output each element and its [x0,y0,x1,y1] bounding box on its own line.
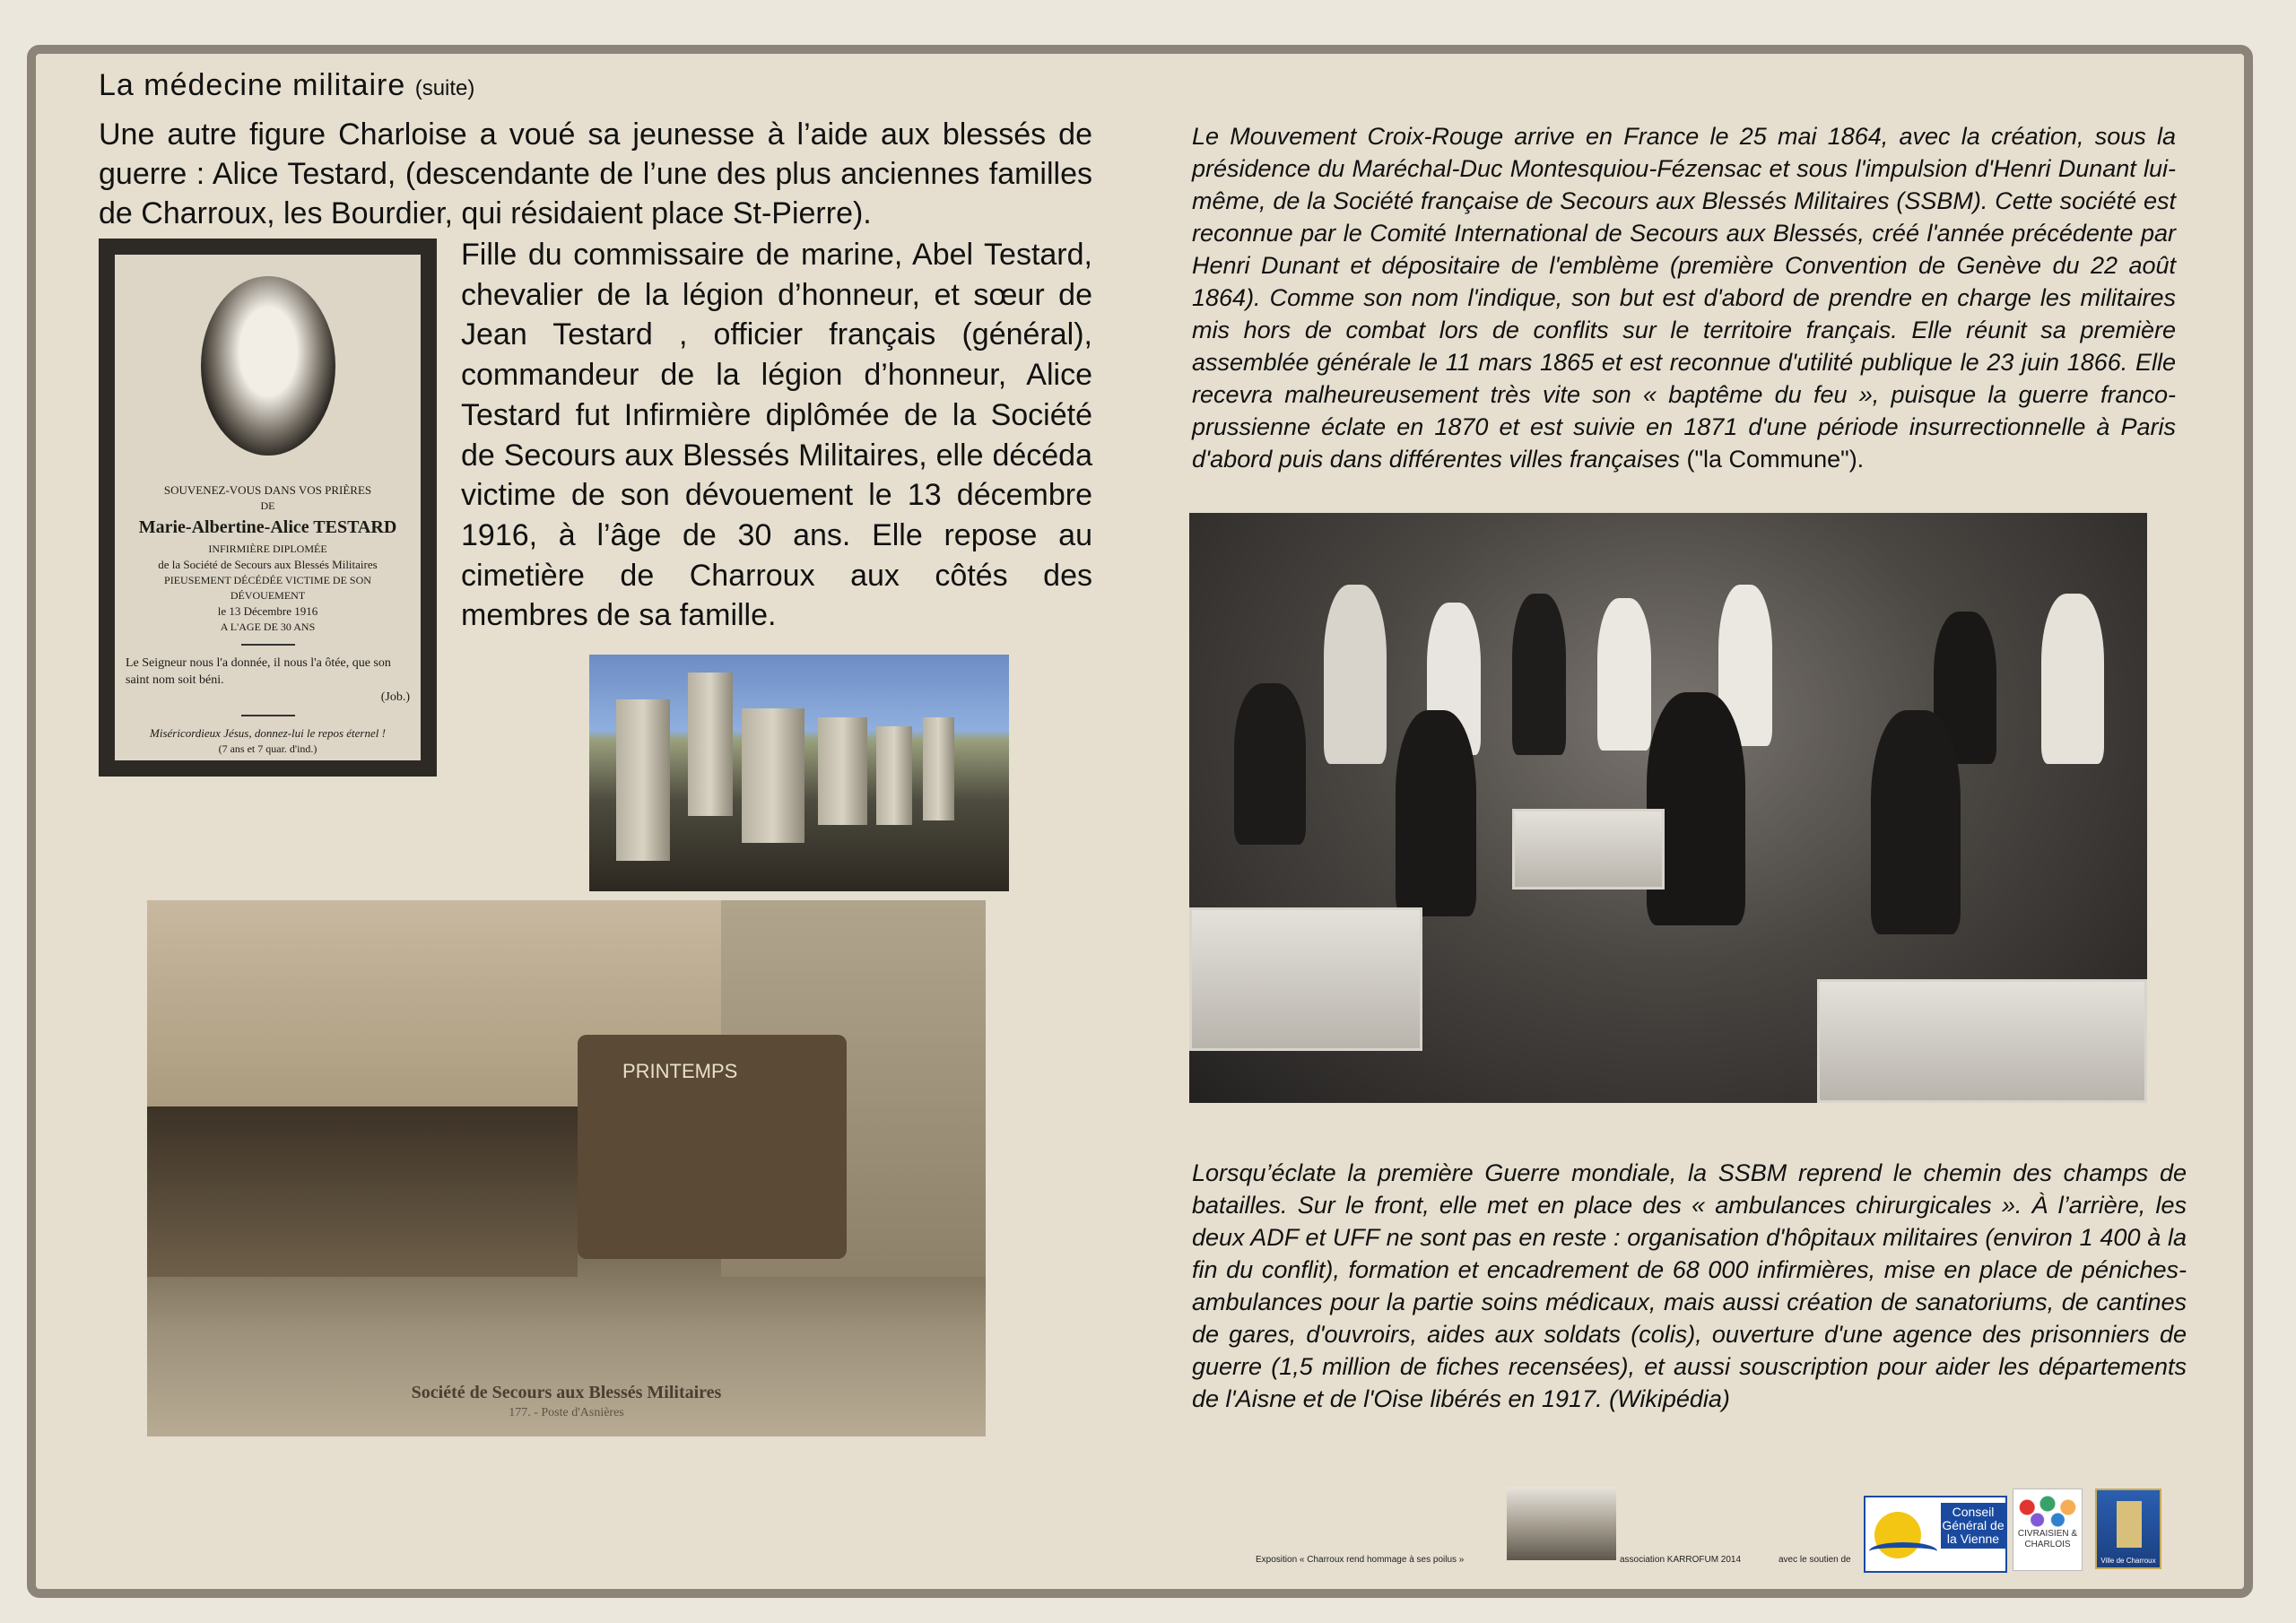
conseil-general-logo [1864,1496,2007,1573]
card-quote [126,655,410,706]
hospital-ward-photo [1189,513,2147,1103]
figure-shape [2041,594,2104,764]
bed-shape [1189,907,1422,1051]
tomb-shape [818,717,867,825]
card-divider [241,644,295,646]
tomb-shape [616,699,670,861]
cemetery-photo [589,655,1009,891]
tower-icon [2117,1501,2142,1548]
memorial-card-image [99,239,437,777]
card-line-5: PIEUSEMENT DÉCÉDÉE VICTIME DE SON DÉVOUEMENT [164,574,371,602]
card-line-3: INFIRMIÈRE DIPLOMÉE [208,542,327,555]
footer-association: association KARROFUM 2014 [1620,1555,1742,1565]
card-line-2: DE [260,499,275,512]
title-suite: (suite) [414,76,475,100]
card-quote-text: Le Seigneur nous l'a donnée, il nous l'a ôtée, que son saint nom soit béni. [126,656,391,687]
portrait-photo [201,276,335,456]
ville-charroux-label: Ville de Charroux [2100,1557,2156,1565]
card-line-6: le 13 Décembre 1916 [217,604,318,618]
ww1-paragraph: Lorsqu’éclate la première Guerre mondiale, la SSBM reprend le chemin des champs de batailles. Sur le front, elle met en place des « ambulances chirurgicales ». À l’arrière, les deux ADF et UFF ne sont pas en reste : organisation d'hôpitaux militaires (environ 1 400 à la fin du conflit), formation et encadrement de 68 000 infirmières, mise en place de péniches-ambulances pour la partie soins médicaux, mais aussi création de sanatoriums, de cantines de gares, d'ouvroirs, aides aux soldats (colis), ouverture d'une agence des prisonniers de guerre (1,5 million de fiches recensées), et aussi souscription pour aider les départements de l'Aisne et de l'Oise libérés en 1917. (Wikipédia) [1192,1159,2187,1412]
figure-shape [1234,683,1306,845]
truck-label: PRINTEMPS [622,1060,738,1082]
card-divider-2 [241,715,295,716]
figure-shape [1324,585,1387,764]
tomb-shape [688,673,733,816]
karrofum-logo-image [1507,1487,1616,1560]
figure-shape [1597,598,1651,751]
ambulance-postcard-photo [147,900,986,1436]
card-prayer: Miséricordieux Jésus, donnez-lui le repos éternel ! [150,726,386,740]
memorial-card [115,255,421,760]
civraisien-charlois-logo [2013,1488,2083,1571]
figure-shape [1396,710,1476,916]
red-cross-history-paragraph [1192,120,2176,475]
tomb-shape [923,717,954,820]
bed-shape [1817,979,2147,1103]
footer-exposition: Exposition « Charroux rend hommage à ses poilus » [1256,1555,1465,1565]
page-title [99,68,474,103]
bio-paragraph: Fille du commissaire de marine, Abel Testard, chevalier de la légion d’honneur, et sœur de Jean Testard , officier français (général), commandeur de la légion d’honneur, Alice Testard fut Infirmière diplômée de la Société de Secours aux Blessés Militaires, elle décéda victime de son dévouement le 13 décembre 1916, à l’âge de 30 ans. Elle repose au cimetière de Charroux aux côtés des membres de sa famille. [461,238,1092,633]
intro-paragraph: Une autre figure Charloise a voué sa jeunesse à l’aide aux blessés de guerre : Alice Testard, (descendante de l’une des plus anciennes familles de Charroux, les Bourdier, qui résidaient place St-Pierre). [99,117,1092,230]
wave-icon [1869,1542,1937,1560]
card-name: Marie-Albertine-Alice TESTARD [138,517,397,537]
postcard-subcaption: 177. - Poste d'Asnières [509,1406,624,1419]
conseil-general-label: Conseil Général de la Vienne [1941,1503,2005,1549]
red-cross-history-text: Le Mouvement Croix-Rouge arrive en France le 25 mai 1864, avec la création, sous la présidence du Maréchal-Duc Montesquiou-Fézensac et sous l'impulsion d'Henri Dunant lui-même, de la Société française de Secours aux Blessés Militaires (SSBM). Cette société est reconnue par le Comité International de Secours aux Blessés, créé l'année précédente par Henri Dunant et dépositaire de l'emblème (première Convention de Genève du 22 août 1864). Comme son nom l'indique, son but est d'abord de prendre en charge les militaires mis hors de combat lors de conflits sur le territoire français. Elle réunit sa première assemblée générale le 11 mars 1865 et est reconnue d'utilité publique le 23 juin 1866. Elle recevra malheureusement très vite son « baptême du feu », puisque la guerre franco-prussienne éclate en 1870 et est suivie en 1871 d'une période insurrectionnelle à Paris d'abord puis dans différentes villes françaises [1192,123,2176,473]
colored-dots-icon [2013,1493,2082,1529]
card-line-1: SOUVENEZ-VOUS DANS VOS PRIÈRES [163,483,372,497]
card-line-4: de la Société de Secours aux Blessés Militaires [158,558,378,571]
figure-shape [1871,710,1961,934]
tomb-shape [876,726,912,825]
postcard-caption: Société de Secours aux Blessés Militaires [411,1383,722,1402]
red-cross-history-tail: ("la Commune"). [1679,446,1865,473]
civraisien-label: CIVRAISIEN & CHARLOIS [2017,1529,2078,1549]
title-text: La médecine militaire [99,68,406,102]
card-quote-source: (Job.) [380,690,410,704]
card-line-7: A L'AGE DE 30 ANS [220,621,316,633]
figure-shape [1512,594,1566,755]
footer-soutien: avec le soutien de [1779,1555,1851,1565]
ville-charroux-logo [2095,1488,2161,1569]
bed-shape [1512,809,1665,890]
tomb-shape [742,708,804,843]
card-prayer-note: (7 ans et 7 quar. d'ind.) [218,742,317,755]
crowd-group [147,1107,578,1277]
